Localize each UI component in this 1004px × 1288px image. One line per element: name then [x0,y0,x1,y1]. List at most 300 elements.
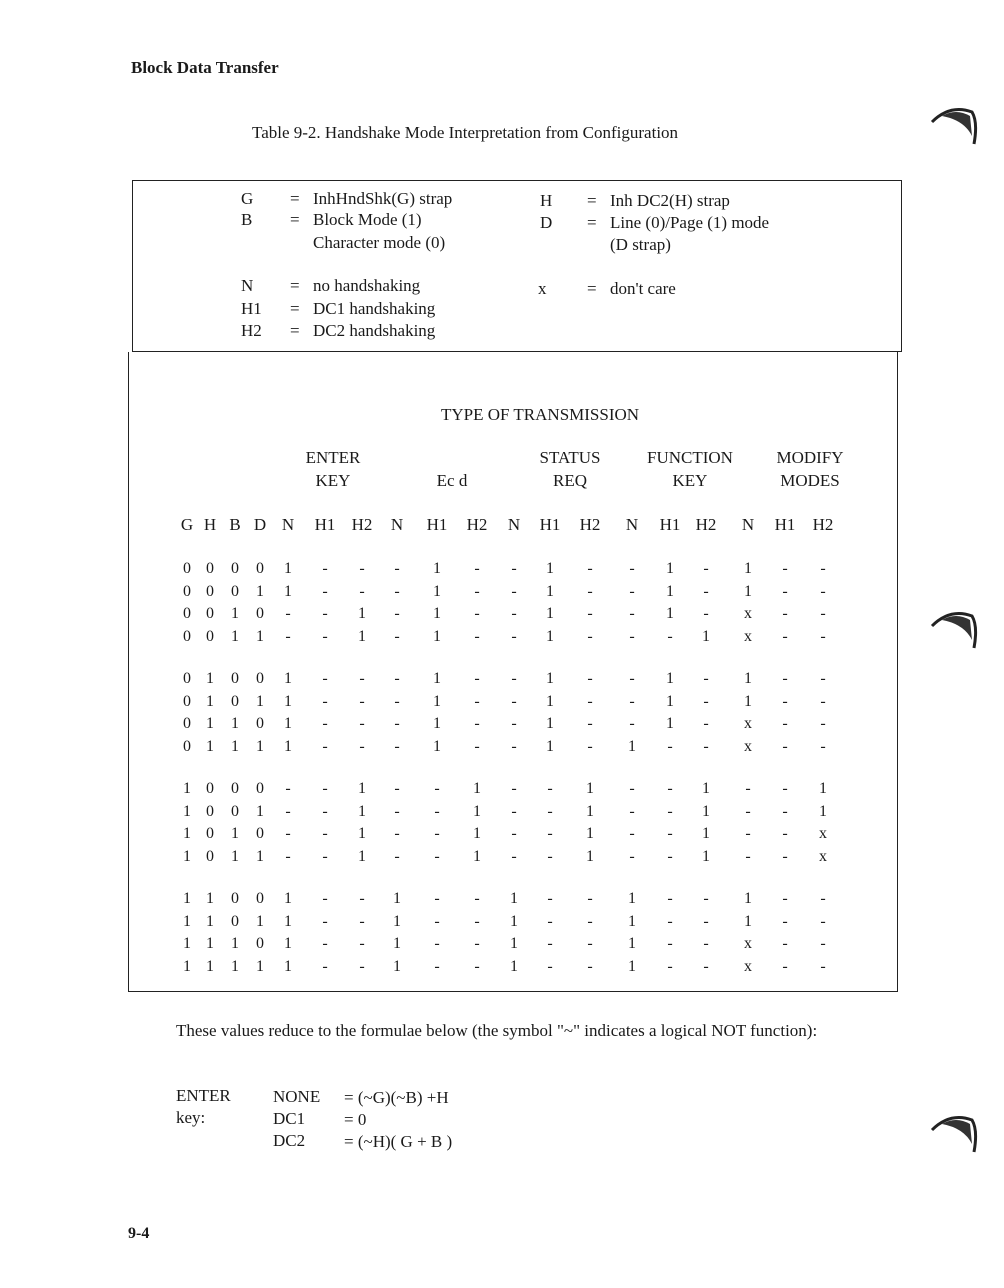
legend-h1-symbol: H1 [241,299,262,318]
table-cell: - [547,957,553,975]
table-cell: - [547,825,553,842]
table-cell: - [629,670,635,687]
table-cell: - [434,847,440,865]
legend-h2-equals: = [290,321,300,340]
table-cell: - [703,737,709,755]
table-cell: - [820,737,826,755]
table-cell: - [322,715,328,732]
table-cell: - [474,605,480,622]
table-cell: - [547,890,553,907]
column-header: D [253,515,267,534]
table-cell: 0 [231,802,239,820]
table-cell: 1 [744,560,752,577]
table-cell: 1 [586,802,594,820]
table-cell: 1 [546,715,554,732]
legend-x-symbol: x [538,279,547,298]
table-cell: 1 [358,847,366,865]
table-cell: - [322,912,328,930]
table-cell: - [322,957,328,975]
table-cell: 1 [284,715,292,732]
table-cell: 1 [744,670,752,687]
table-cell: - [511,802,517,820]
table-cell: 0 [256,780,264,797]
table-cell: - [434,935,440,952]
legend-n-equals: = [290,276,300,295]
table-cell: 1 [183,935,191,952]
table-cell: x [744,935,752,952]
table-cell: 1 [546,737,554,755]
table-cell: 1 [256,692,264,710]
table-cell: 1 [358,627,366,645]
table-cell: - [394,825,400,842]
legend-b-desc: Block Mode (1) [313,210,422,229]
table-cell: - [782,912,788,930]
table-cell: 1 [433,715,441,732]
table-cell: 0 [206,560,214,577]
column-header: B [229,515,241,534]
table-cell: - [474,560,480,577]
table-cell: - [667,957,673,975]
table-cell: - [820,935,826,952]
formula-intro-paragraph: These values reduce to the formulae below (the symbol "~" indicates a logical NOT function): [176,1021,818,1040]
table-cell: - [820,670,826,687]
table-cell: 1 [231,847,239,865]
table-cell: - [394,737,400,755]
table-cell: - [587,935,593,952]
table-cell: - [587,560,593,577]
table-cell: - [511,627,517,645]
table-cell: - [394,560,400,577]
table-cell: 1 [546,627,554,645]
table-cell: 0 [206,780,214,797]
legend-h2-symbol: H2 [241,321,262,340]
group-header-line2: KEY [672,471,708,490]
column-header: H1 [774,515,796,534]
table-cell: - [474,957,480,975]
legend-h1-equals: = [290,299,300,318]
table-cell: 1 [358,802,366,820]
legend-h-desc: Inh DC2(H) strap [610,191,730,210]
table-cell: 1 [666,715,674,732]
table-cell: 1 [702,780,710,797]
table-cell: 0 [256,560,264,577]
table-cell: 1 [433,627,441,645]
table-cell: - [322,780,328,797]
table-cell: - [782,605,788,622]
legend-n-symbol: N [241,276,254,295]
table-cell: - [359,912,365,930]
table-cell: 0 [256,935,264,952]
table-cell: 0 [206,582,214,600]
table-cell: 0 [231,670,239,687]
formula-dc2-name: DC2 [273,1131,306,1150]
table-cell: - [547,935,553,952]
table-cell: - [820,912,826,930]
legend-x-desc: don't care [610,279,676,298]
legend-b-equals: = [290,210,300,229]
table-cell: - [745,780,751,797]
table-cell: 1 [183,825,191,842]
table-cell: - [511,780,517,797]
column-header: N [390,515,404,534]
group-header-line2: KEY [315,471,351,490]
group-header-line1: FUNCTION [647,448,733,467]
table-cell: - [322,582,328,600]
table-cell: - [547,802,553,820]
table-cell: - [511,847,517,865]
table-cell: 1 [231,957,239,975]
formula-label-key: key: [176,1108,206,1127]
table-cell: 1 [473,825,481,842]
table-cell: - [359,582,365,600]
table-cell: - [474,692,480,710]
table-cell: 1 [206,670,214,687]
table-cell: - [782,670,788,687]
table-cell: - [629,582,635,600]
table-cell: - [745,847,751,865]
table-cell: 1 [744,582,752,600]
table-cell: 1 [666,582,674,600]
table-cell: 1 [256,582,264,600]
table-cell: 1 [702,847,710,865]
table-cell: - [703,957,709,975]
table-cell: 0 [183,605,191,622]
table-cell: 1 [586,847,594,865]
table-cell: 0 [256,890,264,907]
table-cell: - [629,627,635,645]
table-cell: 1 [510,935,518,952]
column-header: H1 [426,515,448,534]
table-cell: - [667,935,673,952]
table-cell: - [474,582,480,600]
table-cell: 1 [183,890,191,907]
table-cell: - [667,737,673,755]
table-cell: - [511,605,517,622]
legend-x-equals: = [587,279,597,298]
table-cell: 1 [284,912,292,930]
table-cell: - [703,715,709,732]
table-cell: - [285,802,291,820]
table-cell: - [667,912,673,930]
table-cell: 1 [284,935,292,952]
table-cell: - [474,935,480,952]
group-header-line2: MODES [780,471,840,490]
table-cell: - [394,670,400,687]
table-cell: x [744,715,752,732]
table-cell: - [587,890,593,907]
legend-b-symbol: B [241,210,253,229]
table-cell: 1 [586,825,594,842]
group-header-line2: REQ [553,471,587,490]
table-cell: 1 [256,912,264,930]
column-header: H2 [466,515,488,534]
table-cell: 0 [183,715,191,732]
table-cell: 1 [666,560,674,577]
table-cell: - [394,692,400,710]
table-cell: - [434,890,440,907]
table-cell: 1 [358,605,366,622]
table-cell: 1 [433,560,441,577]
table-cell: - [322,560,328,577]
table-cell: - [322,737,328,755]
table-cell: 1 [206,692,214,710]
table-cell: - [587,670,593,687]
table-cell: - [474,912,480,930]
table-cell: 1 [256,847,264,865]
table-cell: 1 [206,935,214,952]
table-cell: - [667,780,673,797]
table-cell: - [587,737,593,755]
table-cell: - [629,847,635,865]
table-cell: 1 [666,692,674,710]
column-header: H2 [579,515,601,534]
table-cell: - [511,582,517,600]
page-number: 9-4 [128,1225,150,1242]
legend-g-desc: InhHndShk(G) strap [313,189,453,208]
table-cell: 0 [206,802,214,820]
table-cell: - [474,627,480,645]
table-cell: - [629,715,635,732]
table-cell: - [322,802,328,820]
table-cell: 1 [183,847,191,865]
table-cell: 0 [183,627,191,645]
binder-mark-bottom [928,1108,980,1160]
table-cell: 1 [231,605,239,622]
table-cell: 1 [433,692,441,710]
group-header-line1: STATUS [539,448,601,467]
table-cell: 1 [433,582,441,600]
table-cell: - [667,825,673,842]
table-cell: 1 [744,890,752,907]
table-cell: 1 [393,890,401,907]
table-cell: 1 [628,737,636,755]
table-cell: - [285,847,291,865]
binder-mark-middle [928,604,980,656]
table-cell: - [587,692,593,710]
table-cell: 1 [666,605,674,622]
table-cell: 1 [284,670,292,687]
table-cell: - [587,912,593,930]
table-cell: - [782,890,788,907]
table-cell: - [359,957,365,975]
table-cell: 1 [393,957,401,975]
legend-d-symbol: D [540,213,553,232]
table-cell: - [587,582,593,600]
formula-none-name: NONE [273,1087,321,1106]
table-cell: - [587,627,593,645]
table-cell: - [394,847,400,865]
table-cell: - [782,957,788,975]
table-cell: - [629,560,635,577]
table-cell: 1 [473,847,481,865]
table-cell: 1 [256,627,264,645]
table-cell: 0 [231,560,239,577]
column-header: N [281,515,295,534]
column-header: H1 [539,515,561,534]
table-cell: 1 [284,692,292,710]
table-cell: 0 [206,847,214,865]
table-cell: - [629,825,635,842]
table-cell: - [820,627,826,645]
table-cell: - [782,780,788,797]
column-header: G [180,515,194,534]
table-cell: - [745,802,751,820]
table-cell: - [474,737,480,755]
table-cell: 1 [284,737,292,755]
table-cell: - [745,825,751,842]
column-header: H2 [351,515,373,534]
table-cell: 1 [284,890,292,907]
table-cell: - [322,890,328,907]
table-cell: - [511,670,517,687]
table-cell: 0 [206,627,214,645]
table-cell: 1 [206,737,214,755]
table-cell: 1 [284,560,292,577]
table-cell: - [434,780,440,797]
table-cell: 1 [628,935,636,952]
table-cell: - [782,737,788,755]
table-cell: - [474,670,480,687]
column-header: H2 [812,515,834,534]
table-cell: - [703,560,709,577]
formula-dc2-expr: = (~H)( G + B ) [344,1132,453,1151]
formula-label-enter: ENTER [176,1086,231,1105]
table-cell: 1 [358,825,366,842]
table-cell: 1 [510,912,518,930]
table-cell: - [703,692,709,710]
column-header: N [507,515,521,534]
table-cell: 1 [393,935,401,952]
table-cell: - [547,912,553,930]
table-cell: - [703,890,709,907]
table-cell: 1 [546,582,554,600]
table-cell: 1 [819,780,827,797]
legend-h-symbol: H [540,191,553,210]
table-cell: x [819,825,827,842]
table-cell: - [394,605,400,622]
group-header-line1: ENTER [305,448,361,467]
table-cell: 1 [183,912,191,930]
table-cell: 1 [433,605,441,622]
table-cell: - [667,627,673,645]
legend-h2-desc: DC2 handshaking [313,321,436,340]
table-cell: 1 [433,737,441,755]
table-cell: 0 [231,780,239,797]
table-cell: 1 [393,912,401,930]
table-cell: 1 [546,692,554,710]
table-cell: 1 [183,957,191,975]
table-cell: 1 [586,780,594,797]
table-cell: - [359,715,365,732]
legend-d-desc-2: (D strap) [610,235,671,254]
table-cell: - [394,582,400,600]
legend-d-desc: Line (0)/Page (1) mode [610,213,770,232]
table-cell: 0 [256,715,264,732]
column-header: H1 [659,515,681,534]
table-cell: - [285,627,291,645]
table-cell: 0 [206,605,214,622]
table-cell: 1 [231,737,239,755]
table-cell: - [322,825,328,842]
table-cell: 0 [256,825,264,842]
table-cell: - [394,627,400,645]
legend-h1-desc: DC1 handshaking [313,299,436,318]
table-cell: - [322,935,328,952]
table-cell: - [629,692,635,710]
legend-g-equals: = [290,189,300,208]
table-cell: - [394,780,400,797]
table-cell: - [322,605,328,622]
group-header-line1: MODIFY [776,448,844,467]
table-cell: - [667,890,673,907]
table-cell: 1 [510,957,518,975]
table-cell: 1 [702,627,710,645]
table-cell: - [511,825,517,842]
table-cell: - [359,670,365,687]
table-cell: 1 [628,912,636,930]
table-cell: - [782,825,788,842]
table-cell: - [782,715,788,732]
table-cell: - [782,627,788,645]
legend-d-equals: = [587,213,597,232]
table-cell: 1 [628,957,636,975]
table-cell: 1 [473,802,481,820]
table-cell: - [820,582,826,600]
table-cell: - [322,692,328,710]
table-cell: - [434,957,440,975]
table-cell: - [820,692,826,710]
table-cell: 1 [231,935,239,952]
column-header: H2 [695,515,717,534]
table-cell: - [511,737,517,755]
table-cell: 0 [231,890,239,907]
table-cell: 0 [231,582,239,600]
table-cell: 1 [744,912,752,930]
table-cell: - [547,847,553,865]
table-cell: 1 [702,825,710,842]
table-cell: - [587,605,593,622]
table-cell: - [394,802,400,820]
table-cell: - [820,890,826,907]
table-cell: 0 [183,692,191,710]
table-cell: 1 [183,780,191,797]
table-cell: - [667,802,673,820]
table-cell: 1 [231,825,239,842]
table-cell: - [547,780,553,797]
table-cell: 0 [183,560,191,577]
table-cell: - [703,605,709,622]
table-cell: - [703,935,709,952]
table-cell: 1 [183,802,191,820]
table-cell: 1 [206,715,214,732]
table-cell: 1 [358,780,366,797]
legend-n-desc: no handshaking [313,276,421,295]
table-cell: 1 [819,802,827,820]
table-cell: - [820,560,826,577]
table-cell: - [474,890,480,907]
table-cell: 1 [433,670,441,687]
table-cell: - [359,560,365,577]
table-cell: - [285,825,291,842]
table-cell: 1 [256,802,264,820]
column-header: H [203,515,217,534]
table-cell: x [744,627,752,645]
table-title: TYPE OF TRANSMISSION [441,405,640,424]
table-cell: - [703,670,709,687]
formula-none-expr: = (~G)(~B) +H [344,1088,449,1107]
table-cell: - [359,890,365,907]
table-cell: - [434,912,440,930]
